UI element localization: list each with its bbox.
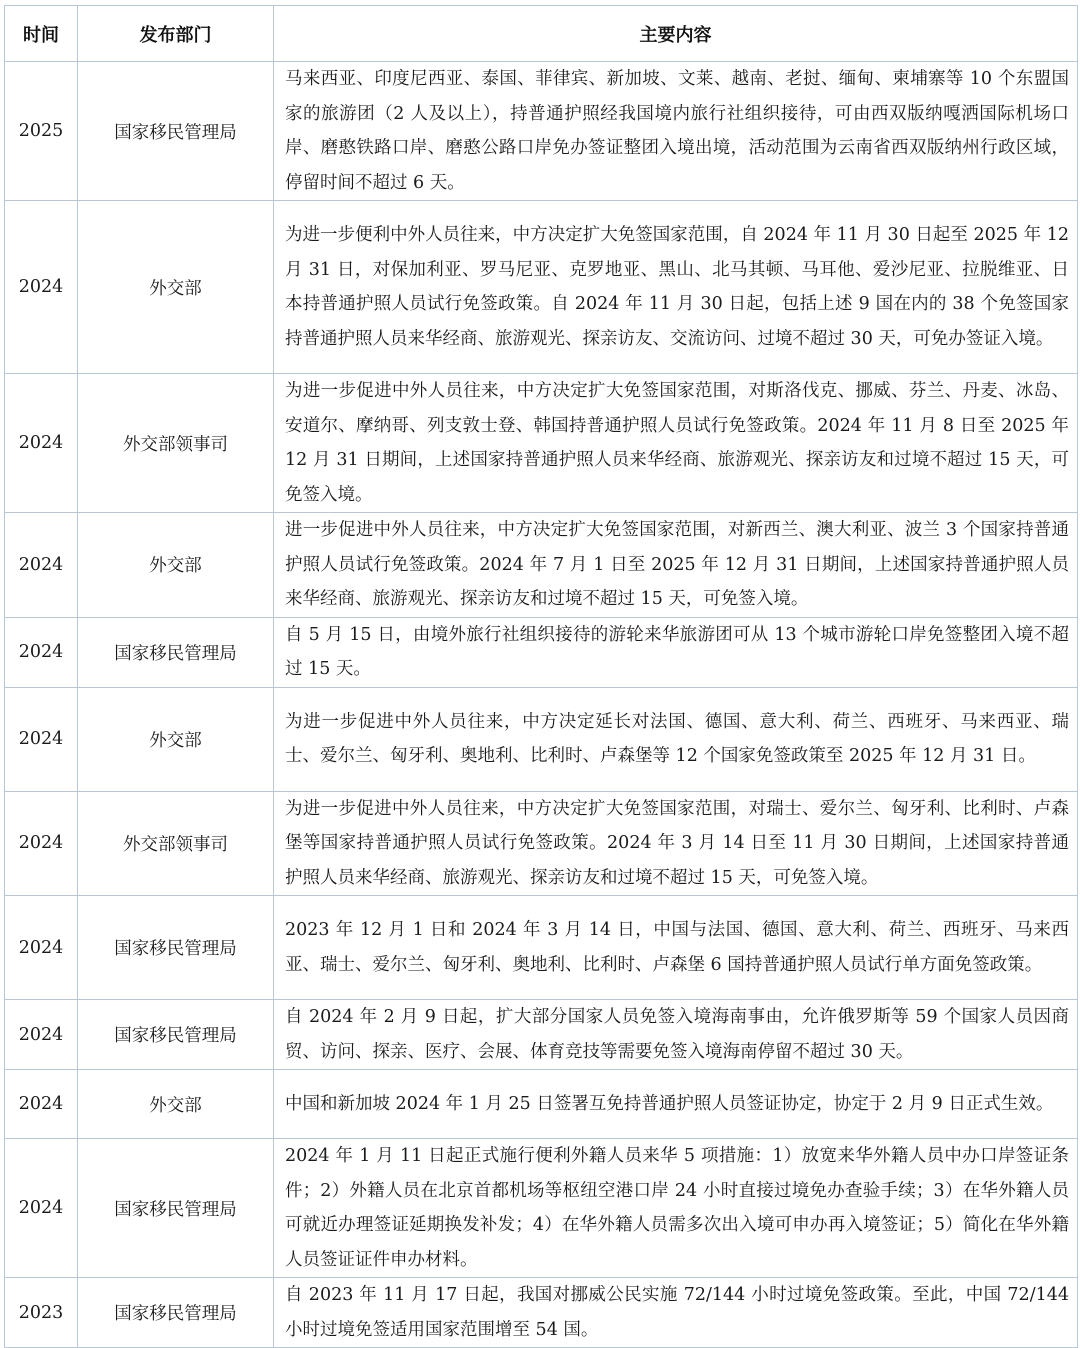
row-dept: 国家移民管理局 (78, 1000, 274, 1070)
table-row (5, 374, 1078, 513)
table-row (5, 201, 1078, 374)
row-content: 自 2023 年 11 月 17 日起，我国对挪威公民实施 72/144 小时过境免签政策。至此，中国 72/144 小时过境免签适用国家范围增至 54 国。 (274, 1278, 1078, 1348)
row-dept: 外交部 (78, 513, 274, 618)
row-year: 2025 (5, 62, 78, 201)
table-row (5, 62, 1078, 201)
visa-policy-table (4, 5, 1078, 1348)
row-content: 自 5 月 15 日，由境外旅行社组织接待的游轮来华旅游团可从 13 个城市游轮口岸免签整团入境不超过 15 天。 (274, 617, 1078, 687)
row-content: 为进一步促进中外人员往来，中方决定延长对法国、德国、意大利、荷兰、西班牙、马来西亚、瑞士、爱尔兰、匈牙利、奥地利、比利时、卢森堡等 12 个国家免签政策至 2025 年 12 月 31 日。 (274, 687, 1078, 791)
row-year: 2024 (5, 1139, 78, 1278)
row-year: 2024 (5, 617, 78, 687)
table-row (5, 791, 1078, 896)
row-dept: 外交部 (78, 201, 274, 374)
row-year: 2024 (5, 513, 78, 618)
row-year: 2024 (5, 1000, 78, 1070)
table-row (5, 896, 1078, 1000)
row-content: 进一步促进中外人员往来，中方决定扩大免签国家范围，对新西兰、澳大利亚、波兰 3 个国家持普通护照人员试行免签政策。2024 年 7 月 1 日至 2025 年 12 月 31 日期间，上述国家持普通护照人员来华经商、旅游观光、探亲访友和过境不超过 15 天，可免签入境。 (274, 513, 1078, 618)
row-content: 2023 年 12 月 1 日和 2024 年 3 月 14 日，中国与法国、德国、意大利、荷兰、西班牙、马来西亚、瑞士、爱尔兰、匈牙利、奥地利、比利时、卢森堡 6 国持普通护照人员试行单方面免签政策。 (274, 896, 1078, 1000)
table-header-row (5, 6, 1078, 62)
row-dept: 外交部领事司 (78, 374, 274, 513)
row-dept: 国家移民管理局 (78, 1139, 274, 1278)
table-row (5, 617, 1078, 687)
row-dept: 外交部领事司 (78, 791, 274, 896)
row-year: 2024 (5, 791, 78, 896)
row-year: 2024 (5, 1070, 78, 1139)
row-dept: 国家移民管理局 (78, 62, 274, 201)
row-content: 为进一步促进中外人员往来，中方决定扩大免签国家范围，对瑞士、爱尔兰、匈牙利、比利时、卢森堡等国家持普通护照人员试行免签政策。2024 年 3 月 14 日至 11 月 30 日期间，上述国家持普通护照人员来华经商、旅游观光、探亲访友和过境不超过 15 天，可免签入境。 (274, 791, 1078, 896)
header-year: 时间 (5, 6, 78, 62)
policy-table-container (4, 5, 1077, 1348)
table-row (5, 1070, 1078, 1139)
table-row (5, 1000, 1078, 1070)
row-year: 2024 (5, 896, 78, 1000)
row-content: 中国和新加坡 2024 年 1 月 25 日签署互免持普通护照人员签证协定，协定于 2 月 9 日正式生效。 (274, 1070, 1078, 1139)
row-content: 为进一步促进中外人员往来，中方决定扩大免签国家范围，对斯洛伐克、挪威、芬兰、丹麦、冰岛、安道尔、摩纳哥、列支敦士登、韩国持普通护照人员试行免签政策。2024 年 11 月 8 日至 2025 年 12 月 31 日期间，上述国家持普通护照人员来华经商、旅游观光、探亲访友和过境不超过 15 天，可免签入境。 (274, 374, 1078, 513)
row-year: 2023 (5, 1278, 78, 1348)
row-content: 2024 年 1 月 11 日起正式施行便利外籍人员来华 5 项措施：1）放宽来华外籍人员中办口岸签证条件；2）外籍人员在北京首都机场等枢纽空港口岸 24 小时直接过境免办查验手续；3）在华外籍人员可就近办理签证延期换发补发；4）在华外籍人员需多次出入境可申办再入境签证；5）简化在华外籍人员签证证件申办材料。 (274, 1139, 1078, 1278)
row-dept: 国家移民管理局 (78, 896, 274, 1000)
row-dept: 国家移民管理局 (78, 1278, 274, 1348)
table-row (5, 1278, 1078, 1348)
table-row (5, 513, 1078, 618)
row-year: 2024 (5, 201, 78, 374)
table-row (5, 1139, 1078, 1278)
row-dept: 国家移民管理局 (78, 617, 274, 687)
row-year: 2024 (5, 374, 78, 513)
row-dept: 外交部 (78, 687, 274, 791)
header-content: 主要内容 (274, 6, 1078, 62)
row-content: 马来西亚、印度尼西亚、泰国、菲律宾、新加坡、文莱、越南、老挝、缅甸、柬埔寨等 10 个东盟国家的旅游团（2 人及以上），持普通护照经我国境内旅行社组织接待，可由西双版纳嘎洒国际机场口岸、磨憨铁路口岸、磨憨公路口岸免办签证整团入境出境，活动范围为云南省西双版纳州行政区域，停留时间不超过 6 天。 (274, 62, 1078, 201)
row-content: 为进一步便利中外人员往来，中方决定扩大免签国家范围，自 2024 年 11 月 30 日起至 2025 年 12 月 31 日，对保加利亚、罗马尼亚、克罗地亚、黑山、北马其顿、马耳他、爱沙尼亚、拉脱维亚、日本持普通护照人员试行免签政策。自 2024 年 11 月 30 日起，包括上述 9 国在内的 38 个免签国家持普通护照人员来华经商、旅游观光、探亲访友、交流访问、过境不超过 30 天，可免办签证入境。 (274, 201, 1078, 374)
row-content: 自 2024 年 2 月 9 日起，扩大部分国家人员免签入境海南事由，允许俄罗斯等 59 个国家人员因商贸、访问、探亲、医疗、会展、体育竞技等需要免签入境海南停留不超过 30 天。 (274, 1000, 1078, 1070)
row-dept: 外交部 (78, 1070, 274, 1139)
table-row (5, 687, 1078, 791)
row-year: 2024 (5, 687, 78, 791)
header-dept: 发布部门 (78, 6, 274, 62)
